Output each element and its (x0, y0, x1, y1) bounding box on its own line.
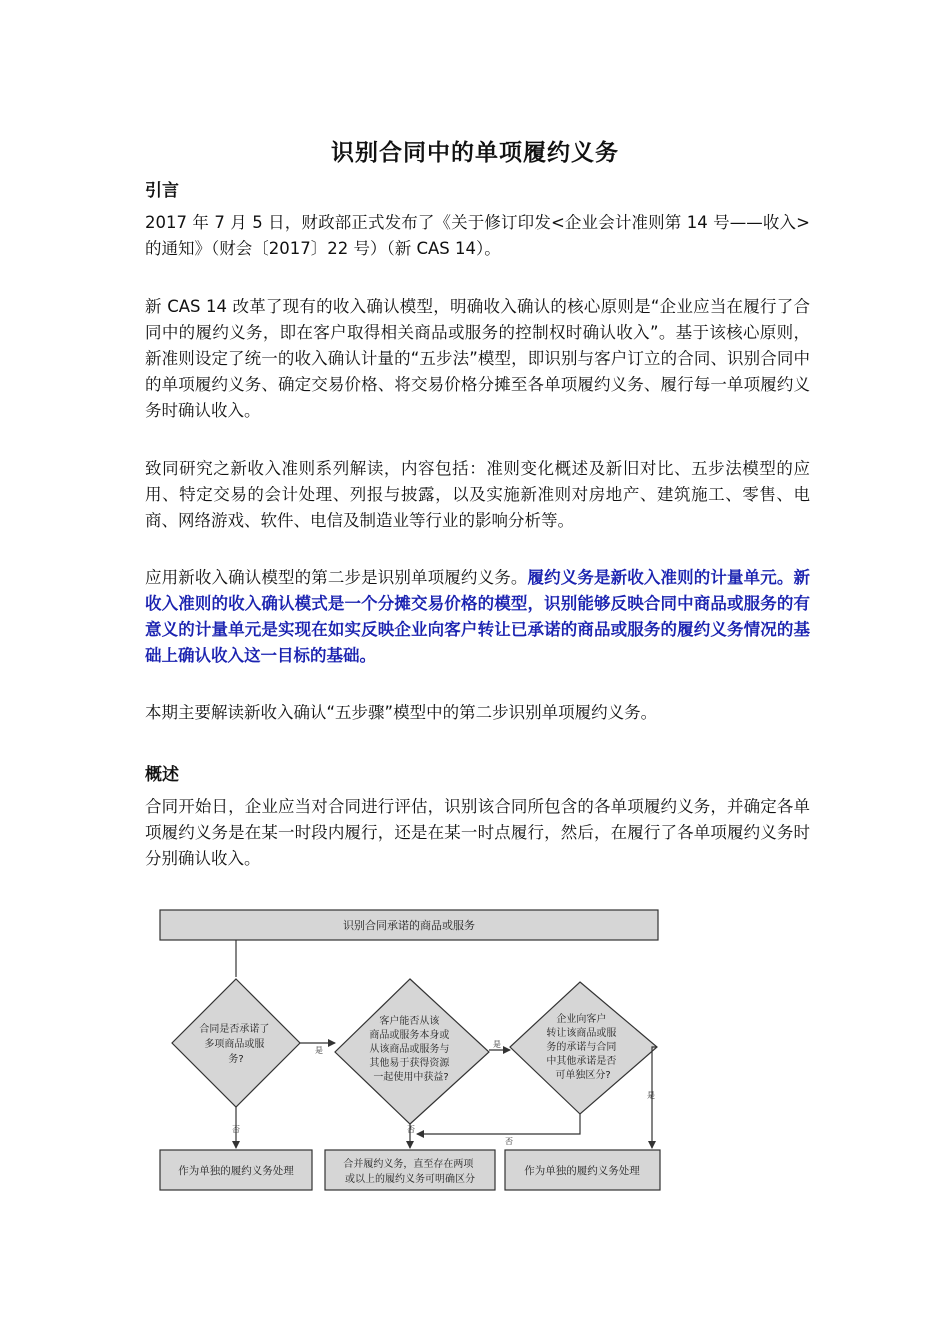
connector-d3-to-box2 (417, 1114, 580, 1134)
decision-2-text (369, 1014, 452, 1083)
decision-3-line-1: 企业向客户 (556, 1014, 607, 1025)
result-box-1-text: 作为单独的履约义务处理 (178, 1165, 294, 1177)
d3-no-label: 否 (505, 1137, 513, 1146)
decision-2-line-5: 一起使用中获益? (373, 1072, 449, 1083)
flowchart (155, 902, 665, 1194)
intro-heading: 引言 (145, 181, 179, 201)
document-title: 识别合同中的单项履约义务 (331, 140, 619, 166)
result-box-2-line-1: 合并履约义务，直至存在两项 (343, 1159, 474, 1170)
intro-paragraph-2: 新 CAS 14 改革了现有的收入确认模型，明确收入确认的核心原则是“企业应当在履行了合同中的履约义务，即在客户取得相关商品或服务的控制权时确认收入”。基于该核心原则，新准则设定了统一的收入确认计量的“五步法”模型，即识别与客户订立的合同、识别合同中的单项履约义务、确定交易价格、将交易价格分摊至各单项履约义务、履行每一单项履约义务时确认收入。 (145, 297, 810, 420)
d1-no-label: 否 (232, 1125, 240, 1134)
overview-heading: 概述 (145, 765, 179, 785)
intro-paragraph-4 (145, 565, 810, 669)
flowchart-start-text: 识别合同承诺的商品或服务 (343, 919, 475, 932)
decision-2-line-3: 从该商品或服务与 (369, 1044, 450, 1055)
d2-no-label: 否 (407, 1125, 415, 1134)
d2-yes-label: 是 (493, 1040, 501, 1049)
paragraph-4-emphasis-text: 履约义务是新收入准则的计量单元。新收入准则的收入确认模式是一个分摊交易价格的模型，识别能够反映合同中商品或服务的有意义的计量单元是实现在如实反映企业向客户转让已承诺的商品或服务的履约义务情况的基础上确认收入这一目标的基础。 (145, 568, 811, 665)
intro-paragraph-5: 本期主要解读新收入确认“五步骤”模型中的第二步识别单项履约义务。 (145, 703, 658, 722)
decision-3-line-5: 可单独区分? (555, 1070, 611, 1081)
d3-yes-label: 是 (647, 1091, 655, 1100)
decision-3-line-4: 中其他承诺是否 (546, 1056, 617, 1067)
result-box-2-line-2: 或以上的履约义务可明确区分 (345, 1174, 475, 1185)
decision-3-text (546, 1012, 619, 1081)
d1-yes-label: 是 (315, 1046, 323, 1055)
decision-2-line-1: 客户能否从该 (379, 1016, 440, 1027)
paragraph-4-plain-text: 应用新收入确认模型的第二步是识别单项履约义务。 (145, 568, 528, 587)
decision-2-line-2: 商品或服务本身或 (369, 1030, 450, 1041)
decision-1-line-3: 务? (228, 1054, 244, 1065)
decision-3-line-2: 转让该商品或服 (546, 1028, 617, 1039)
decision-1-line-1: 合同是否承诺了 (199, 1024, 270, 1035)
decision-3-line-3: 务的承诺与合同 (546, 1042, 617, 1053)
intro-paragraph-3: 致同研究之新收入准则系列解读，内容包括：准则变化概述及新旧对比、五步法模型的应用、特定交易的会计处理、列报与披露，以及实施新准则对房地产、建筑施工、零售、电商、网络游戏、软件、电信及制造业等行业的影响分析等。 (145, 459, 810, 530)
decision-2-line-4: 其他易于获得资源 (369, 1058, 450, 1069)
result-box-3-text: 作为单独的履约义务处理 (524, 1165, 640, 1177)
overview-paragraph-1: 合同开始日，企业应当对合同进行评估，识别该合同所包含的各单项履约义务，并确定各单项履约义务是在某一时段内履行，还是在某一时点履行，然后，在履行了各单项履约义务时分别确认收入。 (145, 797, 810, 868)
decision-1-line-2: 多项商品或服 (204, 1039, 265, 1050)
intro-paragraph-1: 2017 年 7 月 5 日，财政部正式发布了《关于修订印发<企业会计准则第 14 号——收入>的通知》（财会〔2017〕22 号）（新 CAS 14）。 (145, 213, 810, 258)
